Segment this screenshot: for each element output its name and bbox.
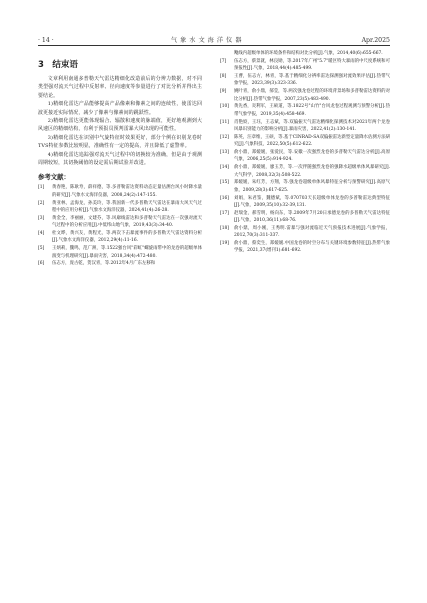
reference-number: [6] (38, 261, 45, 267)
reference-text: 杜文晔，黄兴友，黄程光，等.两次下击暴流事件的多普勒天气雷达资料分析[J].气象水文海洋仪器，2012,29(4):11-16. (52, 231, 202, 244)
reference-text: 黄先香，炎利军，王硕道，等.1822号"山竹"台风龙卷过程观测与预警分析[J].热带气象学报，2019,35(4):458-469. (234, 104, 390, 117)
reference-item (220, 149, 390, 164)
reference-item (220, 73, 390, 88)
reference-text: 赵瑞金，郝雪明，杨向东，等.2009年7月20日承德龙卷的多普勒天气雷达特征[J].气象，2010,36(11):68-76. (234, 210, 390, 224)
reference-number: [2] (38, 200, 45, 206)
reference-text: 伍志方，蔡景就，林良勋，等.2017年广州"5.7"暖区特大暴雨的中尺度系统和可预报性[J].气象，2018,44(4):485-499. (234, 58, 390, 72)
left-column (38, 50, 202, 268)
page-header (38, 32, 390, 44)
reference-item (220, 103, 390, 118)
reference-number: [9] (220, 89, 227, 95)
section-title: 3 结束语 (38, 60, 78, 70)
right-column (220, 50, 390, 255)
reference-item (220, 134, 390, 149)
reference-number: [4] (38, 231, 45, 237)
reference-item (38, 200, 202, 215)
reference-number: [12] (220, 134, 230, 140)
reference-text: 郑媛媛，朱红芳，方翔，等.强龙卷超级单体风暴特征分析与预警研究[J].高原气象，2009,28(3):617-625. (234, 180, 390, 193)
reference-item (38, 184, 202, 199)
reference-item (38, 245, 202, 260)
reference-text: 黄金全，李丽丽，文建芬，等.风廓线雷达和多普勒天气雷达在一次强对流天气过程中的分析应用[J].中低纬山地气象，2019,43(3):34-40. (52, 215, 202, 229)
reference-text: 刘娟，朱君鉴，魏德斌，等.070703天长超级单体龙卷的多普勒雷达典型特征[J].气象，2009,35(10):32-39,131. (234, 195, 390, 208)
reference-text: 伍志方，庞古乾，贺汉青，等.2012年4月广东左移和 (52, 261, 156, 267)
reference-text: 王炳莉，魏鸣，范广洲，等.1522强台风"彩虹"螺旋雨带中的龙卷的超级单体演变与机理研究[J].暴雨灾害，2018,34(4):472-480. (52, 246, 202, 259)
reference-number: [11] (220, 119, 230, 125)
reference-text: 俞小鼎，郑媛媛，廖玉芳，等.一次伴随强烈龙卷的强降水超级单体风暴研究[J].大气科学，2008,32(3):508-522. (234, 165, 390, 178)
reference-text: 黄亚林，孟海龙，孙美玲，等.我国新一代多普勒天气雷达在暴雨大风天气过程中的应用分析[J].气象水文海洋仪器，2024,41(4):26-28. (52, 200, 202, 213)
reference-text: 飑线内超级单体的环境条件和结构对比分析[J].气象，2014,40(6):655-667. (234, 51, 383, 56)
reference-number: [1] (38, 185, 45, 191)
reference-number: [14] (220, 165, 230, 171)
reference-item (220, 164, 390, 179)
paragraph: 4)精细化雷达追踪强对流天气过程中的切换较为准确，但是由于观测周期较短，其切换阈值的设定需后期试验并改进。 (38, 151, 202, 167)
reference-item (220, 119, 390, 134)
reference-item (38, 260, 202, 267)
paragraph: 1)精细化雷达产品能够提高产品像素和像素之间的连续性，使雷达回波更接近实际情况，减少了像素与像素间的跳跃性。 (38, 101, 202, 116)
reference-item (220, 179, 390, 194)
reference-item (220, 88, 390, 103)
reference-number: [7] (220, 58, 227, 64)
reference-number: [18] (220, 225, 230, 231)
reference-item (220, 195, 390, 210)
reference-item (220, 240, 390, 255)
reference-number: [5] (38, 246, 45, 252)
page-number: · 14 · (38, 37, 54, 44)
reference-number: [19] (220, 241, 230, 247)
reference-text: 俞小鼎，周小刚，王秀明.雷暴与强对流临近天气预报技术进展[J].气象学报，2012,70(3):311-337. (234, 225, 390, 239)
journal-name: 气象水文海洋仪器 (170, 37, 245, 44)
reference-number: [17] (220, 210, 230, 216)
reference-text: 俞小鼎，郑媛媛，张爱民，等.安徽一次强烈龙卷的多普勒天气雷达分析[J].高原气象，2006,25(5):914-924. (234, 150, 390, 163)
reference-number: [16] (220, 195, 230, 201)
header-rule (38, 45, 390, 46)
reference-text: 肖艳姣，王珏，王志斌，等.双偏振天气雷达精细化探测技术对2021年两个龙卷风暴识别能力的影响分析[J].暴雨灾害，2022,41(2):130-141. (234, 119, 390, 132)
issue-date: Apr.2025 (361, 37, 390, 44)
reference-item (220, 225, 390, 240)
paragraph: 3)精细化雷达在识别中气旋特征时效果更好，部分个例在识别龙卷时TVS特征参数比较明显，准确性有一定的提高，并且降低了虚警率。 (38, 134, 202, 150)
reference-item (220, 210, 390, 225)
reference-text: 姚叶青，俞小鼎，郝莹，等.两次强龙卷过程的环境背景场和多普勒雷达资料的对比分析[J].热带气象学报，2007,23(5):483-490. (234, 89, 390, 102)
paragraph: 2)精细化雷达更能体现辐合、辐散和速度的脉端值，更好地观测到大风速区的精细结构，有利于预报员预判雷暴大风出现的可能性。 (38, 118, 202, 133)
reference-item (38, 215, 202, 230)
reference-number: [15] (220, 180, 230, 186)
reference-text: 俞小鼎，蔡奕生，郑媛媛.中国龙卷的时空分布与关键环境参数特征[J].热带气象学报，2021,37(增刊1):681-692. (234, 241, 390, 254)
reference-text: 陈英，汪章维，王硕，等.基于CINRAD-SA双偏振雷达新型定量降水估测方法研究[J].气象科技，2022,50(5):612-622. (234, 134, 390, 148)
reference-text: 黄春艳，陈耿寿，薛祥德，等.多普勒雷达资料动态定量估测台风小时降水量的研究[J].气象水文海洋仪器，2008,24(2):147-155. (52, 185, 202, 198)
reference-number: [3] (38, 215, 45, 221)
reference-item (38, 230, 202, 245)
reference-number: [13] (220, 150, 230, 156)
reference-number: [10] (220, 104, 230, 110)
reference-number: [8] (220, 74, 227, 80)
references-title: 参考文献： (38, 173, 70, 182)
reference-item (220, 58, 390, 73)
reference-continuation (220, 50, 390, 57)
reference-text: 王曹，伍志方，林青，等.基于精细化分辨率雷达探测强对流效果评估[J].热带气象学报，2023,39(3):323-336. (234, 74, 390, 87)
paragraph: 文章利用南通多普勒天气雷达精细化改造前后的分辨力数据，对不同类型强对流天气过程中反射率、径向速度等参量进行了对比分析并得出主要结论。 (38, 76, 202, 99)
